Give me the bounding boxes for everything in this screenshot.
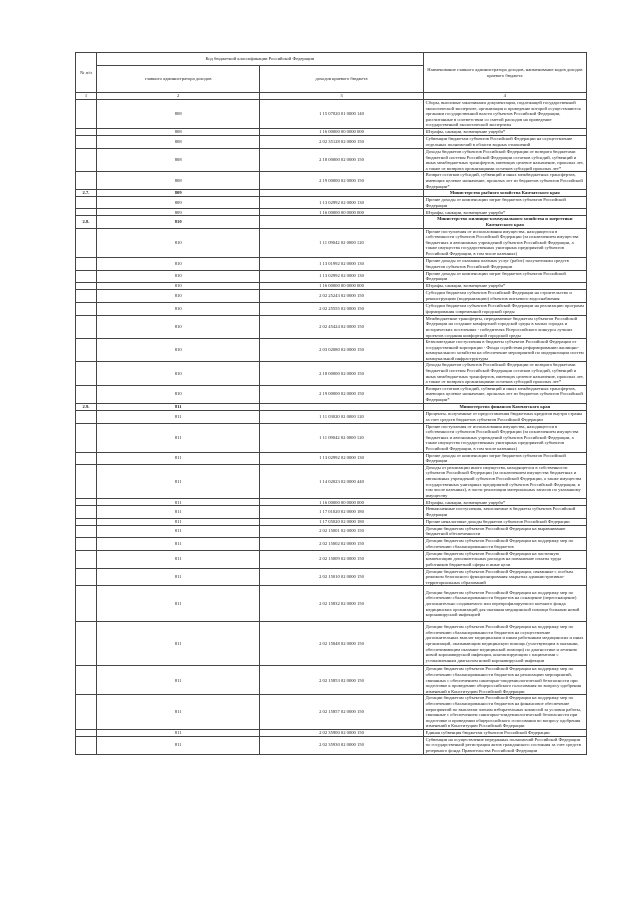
table-row: [76, 537, 587, 550]
row-revenue-code: 2 02 35930 02 0000 150: [260, 736, 423, 754]
row-num: [76, 423, 97, 452]
table-row: [76, 270, 587, 282]
row-name: Проценты, полученные от предоставления бюджетных кредитов внутри страны за счет средств бюджетов субъектов Российской Федерации: [423, 410, 586, 423]
row-name: Дотации бюджетам субъектов Российской Федерации на выравнивание бюджетной обеспеченности: [423, 525, 586, 537]
row-admin-code: 808: [97, 149, 260, 172]
row-admin-code: 811: [97, 586, 260, 622]
row-admin-code: 811: [97, 518, 260, 525]
row-admin-code: 810: [97, 339, 260, 362]
row-revenue-code: 1 16 00000 00 0000 000: [260, 282, 423, 289]
row-revenue-code: 1 13 01992 02 0000 130: [260, 257, 423, 270]
row-name: Прочие доходы от компенсации затрат бюджетов субъектов Российской Федерации: [423, 270, 586, 282]
row-name: Дотации бюджетам субъектов Российской Федерации на поддержку мер по обеспечению сбалансированности бюджетов на реализацию мероприятий, связанных с обеспечением санитарно-эпидемиологической безопасности при подготовке к проведению общероссийского голосования по вопросу одобрения изменений в Конституцию Российской Федерации: [423, 666, 586, 695]
row-admin-code: 810: [97, 385, 260, 403]
row-name: Дотации бюджетам субъектов Российской Федерации на поддержку мер по обеспечению сбалансированности бюджетов на оснащение (переоснащение) дополнительно создаваемого или перепрофилируемого коечного фонда медицинских организаций для оказания медицинской помощи больным новой коронавирусной инфекцией: [423, 586, 586, 622]
row-num: [76, 666, 97, 695]
table-row: [76, 695, 587, 730]
table-row: [76, 339, 587, 362]
row-name: Доходы бюджетов субъектов Российской Федерации от возврата бюджетами бюджетной системы Российской Федерации остатков субсидий, субвенций и иных межбюджетных трансфертов, имеющих целевое назначение, прошлых лет, а также от возврата организациями остатков субсидий прошлых лет*: [423, 362, 586, 385]
row-name: Штрафы, санкции, возмещение ущерба*: [423, 129, 586, 136]
row-num: [76, 499, 97, 506]
row-revenue-code: 2 02 15009 02 0000 150: [260, 550, 423, 568]
row-num: [76, 568, 97, 586]
row-admin-code: 811: [97, 666, 260, 695]
row-admin-code: 811: [97, 550, 260, 568]
row-name: Прочие поступления от использования имущества, находящегося в собственности субъектов Российской Федерации (за исключением имущества бюджетных и автономных учреждений субъектов Российской Федерации, а также имущества государственных унитарных предприятий субъектов Российской Федерации, в том числе казенных): [423, 228, 586, 257]
table-row: [76, 362, 587, 385]
row-num: [76, 197, 97, 209]
table-row: [76, 149, 587, 172]
row-admin-code: 808: [97, 129, 260, 136]
row-num: [76, 586, 97, 622]
row-num: [76, 339, 97, 362]
table-row: [76, 736, 587, 754]
table-row: [76, 209, 587, 216]
row-name: Прочие доходы от оказания платных услуг (работ) получателями средств бюджетов субъектов Российской Федерации: [423, 257, 586, 270]
row-admin-code: 811: [97, 695, 260, 730]
row-admin-code: 811: [97, 525, 260, 537]
row-revenue-code: 2 19 00000 02 0000 150: [260, 385, 423, 403]
row-name: Субсидии бюджетам субъектов Российской Федерации на строительство и реконструкцию (модернизацию) объектов питьевого водоснабжения: [423, 289, 586, 302]
row-name: Субвенции бюджетам субъектов Российской Федерации на осуществление отдельных полномочий в области водных отношений: [423, 136, 586, 149]
row-admin-code: 810: [97, 362, 260, 385]
row-name: Единая субвенция бюджетам субъектов Российской Федерации: [423, 729, 586, 736]
row-revenue-code: 1 14 02023 02 0000 440: [260, 464, 423, 499]
row-admin-code: 811: [97, 729, 260, 736]
header-group-title: Код бюджетной классификации Российской Федерации: [97, 53, 424, 66]
row-name: Сборы, вносимые заказчиками документации, подлежащей государственной экологической экспертизе, организация и проведение которой осуществляются органами государственной власти субъектов Российской Федерации, рассчитанные в соответствии со сметой расходов на проведение государственной экологической экспертизы: [423, 100, 586, 129]
table-row: [76, 499, 587, 506]
table-row: [76, 129, 587, 136]
row-admin-code: 811: [97, 410, 260, 423]
table-row: [76, 622, 587, 666]
row-admin-code: 811: [97, 736, 260, 754]
table-row: [76, 172, 587, 190]
table-row: [76, 568, 587, 586]
row-name: Возврат остатков субсидий, субвенций и иных межбюджетных трансфертов, имеющих целевое назначение, прошлых лет из бюджетов субъектов Российской Федерации*: [423, 172, 586, 190]
row-num: [76, 228, 97, 257]
row-revenue-code: 2 02 35128 02 0000 150: [260, 136, 423, 149]
row-revenue-code: 1 11 03020 02 0000 120: [260, 410, 423, 423]
row-admin-code: 809: [97, 190, 260, 197]
row-num: [76, 289, 97, 302]
row-num: [76, 525, 97, 537]
table-row: [76, 729, 587, 736]
table-row: [76, 506, 587, 518]
row-admin-code: 811: [97, 403, 260, 410]
row-revenue-code: 2 02 15853 02 0000 150: [260, 666, 423, 695]
table-row: [76, 289, 587, 302]
table-row: [76, 100, 587, 129]
table-row: [76, 302, 587, 315]
row-name: Дотации бюджетам субъектов Российской Федерации на частичную компенсацию дополнительных расходов на повышение оплаты труда работников бюджетной сферы и иные цели: [423, 550, 586, 568]
row-name: Дотации бюджетам субъектов Российской Федерации на поддержку мер по обеспечению сбалансированности бюджетов на осуществление дополнительных выплат медицинским и иным работникам медицинских и иных организаций, оказывающим медицинскую помощь (участвующим в оказании, обеспечивающим оказание медицинской помощи) по диагностике и лечению новой коронавирусной инфекции, контактирующим с пациентами с установленным диагнозом новой коронавирусной инфекции: [423, 622, 586, 666]
row-revenue-code: 1 15 07020 01 0000 140: [260, 100, 423, 129]
row-name: Доходы от реализации иного имущества, находящегося в собственности субъектов Российской Федерации (за исключением имущества бюджетных и автономных учреждений субъектов Российской Федерации, а также имущества государственных унитарных предприятий субъектов Российской Федерации, в том числе казенных), в части реализации материальных запасов по указанному имуществу: [423, 464, 586, 499]
row-admin-code: 811: [97, 423, 260, 452]
row-revenue-code: 2 02 15848 02 0000 150: [260, 622, 423, 666]
row-num: 2.8.: [76, 216, 97, 228]
row-admin-code: 808: [97, 100, 260, 129]
table-row: [76, 385, 587, 403]
table-row: [76, 197, 587, 209]
row-name: Министерство жилищно-коммунального хозяйства и энергетики Камчатского края: [423, 216, 586, 228]
row-name: Дотации бюджетам субъектов Российской Федерации, связанные с особым режимом безопасного функционирования закрытых административно-территориальных образований: [423, 568, 586, 586]
row-num: [76, 257, 97, 270]
row-admin-code: 811: [97, 464, 260, 499]
row-num: [76, 695, 97, 730]
row-name: Дотации бюджетам субъектов Российской Федерации на поддержку мер по обеспечению сбалансированности бюджетов на финансовое обеспечение мероприятий по выплатам членам избирательных комиссий за условия работы, связанные с обеспечением санитарно-эпидемиологической безопасности при подготовке и проведении общероссийского голосования по вопросу одобрения изменений в Конституцию Российской Федерации: [423, 695, 586, 730]
row-num: [76, 209, 97, 216]
row-admin-code: 811: [97, 537, 260, 550]
header-name: Наименование главного администратора доходов, наименование кодов доходов краевого бюджета: [423, 53, 586, 93]
row-admin-code: 811: [97, 499, 260, 506]
row-name: Прочие неналоговые доходы бюджетов субъектов Российской Федерации: [423, 518, 586, 525]
row-name: Министерство финансов Камчатского края: [423, 403, 586, 410]
table-row: [76, 464, 587, 499]
row-num: [76, 518, 97, 525]
row-admin-code: 810: [97, 228, 260, 257]
row-revenue-code: 2 02 15002 02 0000 150: [260, 537, 423, 550]
row-num: [76, 736, 97, 754]
table-row: [76, 315, 587, 338]
row-revenue-code: 1 13 02992 02 0000 130: [260, 197, 423, 209]
row-revenue-code: 2 02 45424 02 0000 150: [260, 315, 423, 338]
row-name: Возврат остатков субсидий, субвенций и иных межбюджетных трансфертов, имеющих целевое назначение, прошлых лет из бюджетов субъектов Российской Федерации*: [423, 385, 586, 403]
section-row: [76, 403, 587, 410]
row-num: [76, 385, 97, 403]
row-name: Невыясненные поступления, зачисляемые в бюджеты субъектов Российской Федерации: [423, 506, 586, 518]
row-revenue-code: 1 11 09042 02 0000 120: [260, 228, 423, 257]
row-revenue-code: [260, 403, 423, 410]
row-num: [76, 729, 97, 736]
table-row: [76, 228, 587, 257]
row-num: [76, 149, 97, 172]
row-admin-code: 810: [97, 282, 260, 289]
row-revenue-code: 1 13 02992 02 0000 130: [260, 270, 423, 282]
table-row: [76, 666, 587, 695]
row-revenue-code: [260, 190, 423, 197]
table-row: [76, 452, 587, 464]
row-name: Прочие доходы от компенсации затрат бюджетов субъектов Российской Федерации: [423, 452, 586, 464]
table-row: [76, 136, 587, 149]
row-num: [76, 315, 97, 338]
row-num: [76, 282, 97, 289]
row-revenue-code: 2 02 35900 02 0000 150: [260, 729, 423, 736]
header-code: доходов краевого бюджета: [260, 66, 423, 93]
row-num: [76, 172, 97, 190]
row-num: [76, 452, 97, 464]
row-name: Штрафы, санкции, возмещение ущерба*: [423, 282, 586, 289]
row-name: Штрафы, санкции, возмещение ущерба*: [423, 499, 586, 506]
row-name: Прочие поступления от использования имущества, находящегося в собственности субъектов Российской Федерации (за исключением имущества бюджетных и автономных учреждений субъектов Российской Федерации, а также имущества государственных унитарных предприятий субъектов Российской Федерации, в том числе казенных): [423, 423, 586, 452]
row-num: [76, 129, 97, 136]
row-revenue-code: 1 16 00000 00 0000 000: [260, 499, 423, 506]
row-name: Штрафы, санкции, возмещение ущерба*: [423, 209, 586, 216]
row-revenue-code: 1 13 02992 02 0000 130: [260, 452, 423, 464]
table-row: [76, 525, 587, 537]
row-num: [76, 537, 97, 550]
row-admin-code: 810: [97, 270, 260, 282]
row-name: Межбюджетные трансферты, передаваемые бюджетам субъектов Российской Федерации на создание комфортной городской среды в малых городах и исторических поселениях - победителях Всероссийского конкурса лучших проектов создания комфортной городской среды: [423, 315, 586, 338]
row-revenue-code: 1 17 05020 02 0000 180: [260, 518, 423, 525]
row-revenue-code: 2 02 15001 02 0000 150: [260, 525, 423, 537]
row-name: Субсидии бюджетам субъектов Российской Федерации на реализацию программ формирования современной городской среды: [423, 302, 586, 315]
row-num: [76, 100, 97, 129]
row-revenue-code: 1 17 01020 02 0000 180: [260, 506, 423, 518]
row-num: [76, 622, 97, 666]
index-cell: 1: [76, 93, 97, 100]
row-revenue-code: [260, 216, 423, 228]
row-num: [76, 506, 97, 518]
row-revenue-code: 1 16 00000 00 0000 000: [260, 129, 423, 136]
row-num: [76, 270, 97, 282]
row-admin-code: 808: [97, 136, 260, 149]
row-num: [76, 464, 97, 499]
table-row: [76, 518, 587, 525]
row-revenue-code: 1 16 00000 00 0000 000: [260, 209, 423, 216]
row-admin-code: 810: [97, 302, 260, 315]
index-cell: 4: [423, 93, 586, 100]
row-revenue-code: 2 02 15010 02 0000 150: [260, 568, 423, 586]
row-revenue-code: 2 03 02080 02 0000 150: [260, 339, 423, 362]
row-admin-code: 811: [97, 452, 260, 464]
row-revenue-code: 2 18 00000 02 0000 150: [260, 149, 423, 172]
row-admin-code: 810: [97, 216, 260, 228]
row-revenue-code: 2 02 25243 02 0000 150: [260, 289, 423, 302]
header-admin: главного администратора доходов: [97, 66, 260, 93]
header-num: № п/п: [76, 53, 97, 93]
row-admin-code: 811: [97, 568, 260, 586]
table-body: [76, 100, 587, 755]
revenue-administrators-table: [75, 52, 587, 755]
table-row: [76, 423, 587, 452]
index-cell: 2: [97, 93, 260, 100]
row-revenue-code: 1 11 09042 02 0000 120: [260, 423, 423, 452]
row-revenue-code: 2 02 15857 02 0000 150: [260, 695, 423, 730]
row-admin-code: 810: [97, 257, 260, 270]
row-num: [76, 410, 97, 423]
table-row: [76, 257, 587, 270]
section-row: [76, 216, 587, 228]
row-admin-code: 809: [97, 209, 260, 216]
row-name: Прочие доходы от компенсации затрат бюджетов субъектов Российской Федерации: [423, 197, 586, 209]
row-admin-code: 810: [97, 315, 260, 338]
table-row: [76, 410, 587, 423]
row-num: 2.9.: [76, 403, 97, 410]
row-num: [76, 136, 97, 149]
row-revenue-code: 2 02 25555 02 0000 150: [260, 302, 423, 315]
table-row: [76, 550, 587, 568]
row-num: [76, 362, 97, 385]
row-admin-code: 810: [97, 289, 260, 302]
row-num: 2.7.: [76, 190, 97, 197]
row-num: [76, 550, 97, 568]
row-revenue-code: 2 02 15832 02 0000 150: [260, 586, 423, 622]
row-revenue-code: 2 18 00000 02 0000 150: [260, 362, 423, 385]
row-revenue-code: 2 19 00000 02 0000 150: [260, 172, 423, 190]
row-admin-code: 808: [97, 172, 260, 190]
table-row: [76, 586, 587, 622]
row-admin-code: 809: [97, 197, 260, 209]
row-num: [76, 302, 97, 315]
row-admin-code: 811: [97, 506, 260, 518]
row-name: Министерство рыбного хозяйства Камчатского края: [423, 190, 586, 197]
row-name: Субвенции на осуществление переданных полномочий Российской Федерации по государственной регистрации актов гражданского состояния за счет средств резервного фонда Правительства Российской Федерации: [423, 736, 586, 754]
row-name: Безвозмездные поступления в бюджеты субъектов Российской Федерации от государственной корпорации - Фонда содействия реформированию жилищно-коммунального хозяйства на обеспечение мероприятий по модернизации систем коммунальной инфраструктуры: [423, 339, 586, 362]
row-name: Доходы бюджетов субъектов Российской Федерации от возврата бюджетами бюджетной системы Российской Федерации остатков субсидий, субвенций и иных межбюджетных трансфертов, имеющих целевое назначение, прошлых лет, а также от возврата организациями остатков субсидий прошлых лет*: [423, 149, 586, 172]
section-row: [76, 190, 587, 197]
row-admin-code: 811: [97, 622, 260, 666]
table-row: [76, 282, 587, 289]
row-name: Дотации бюджетам субъектов Российской Федерации на поддержку мер по обеспечению сбалансированности бюджетов: [423, 537, 586, 550]
index-cell: 3: [260, 93, 423, 100]
